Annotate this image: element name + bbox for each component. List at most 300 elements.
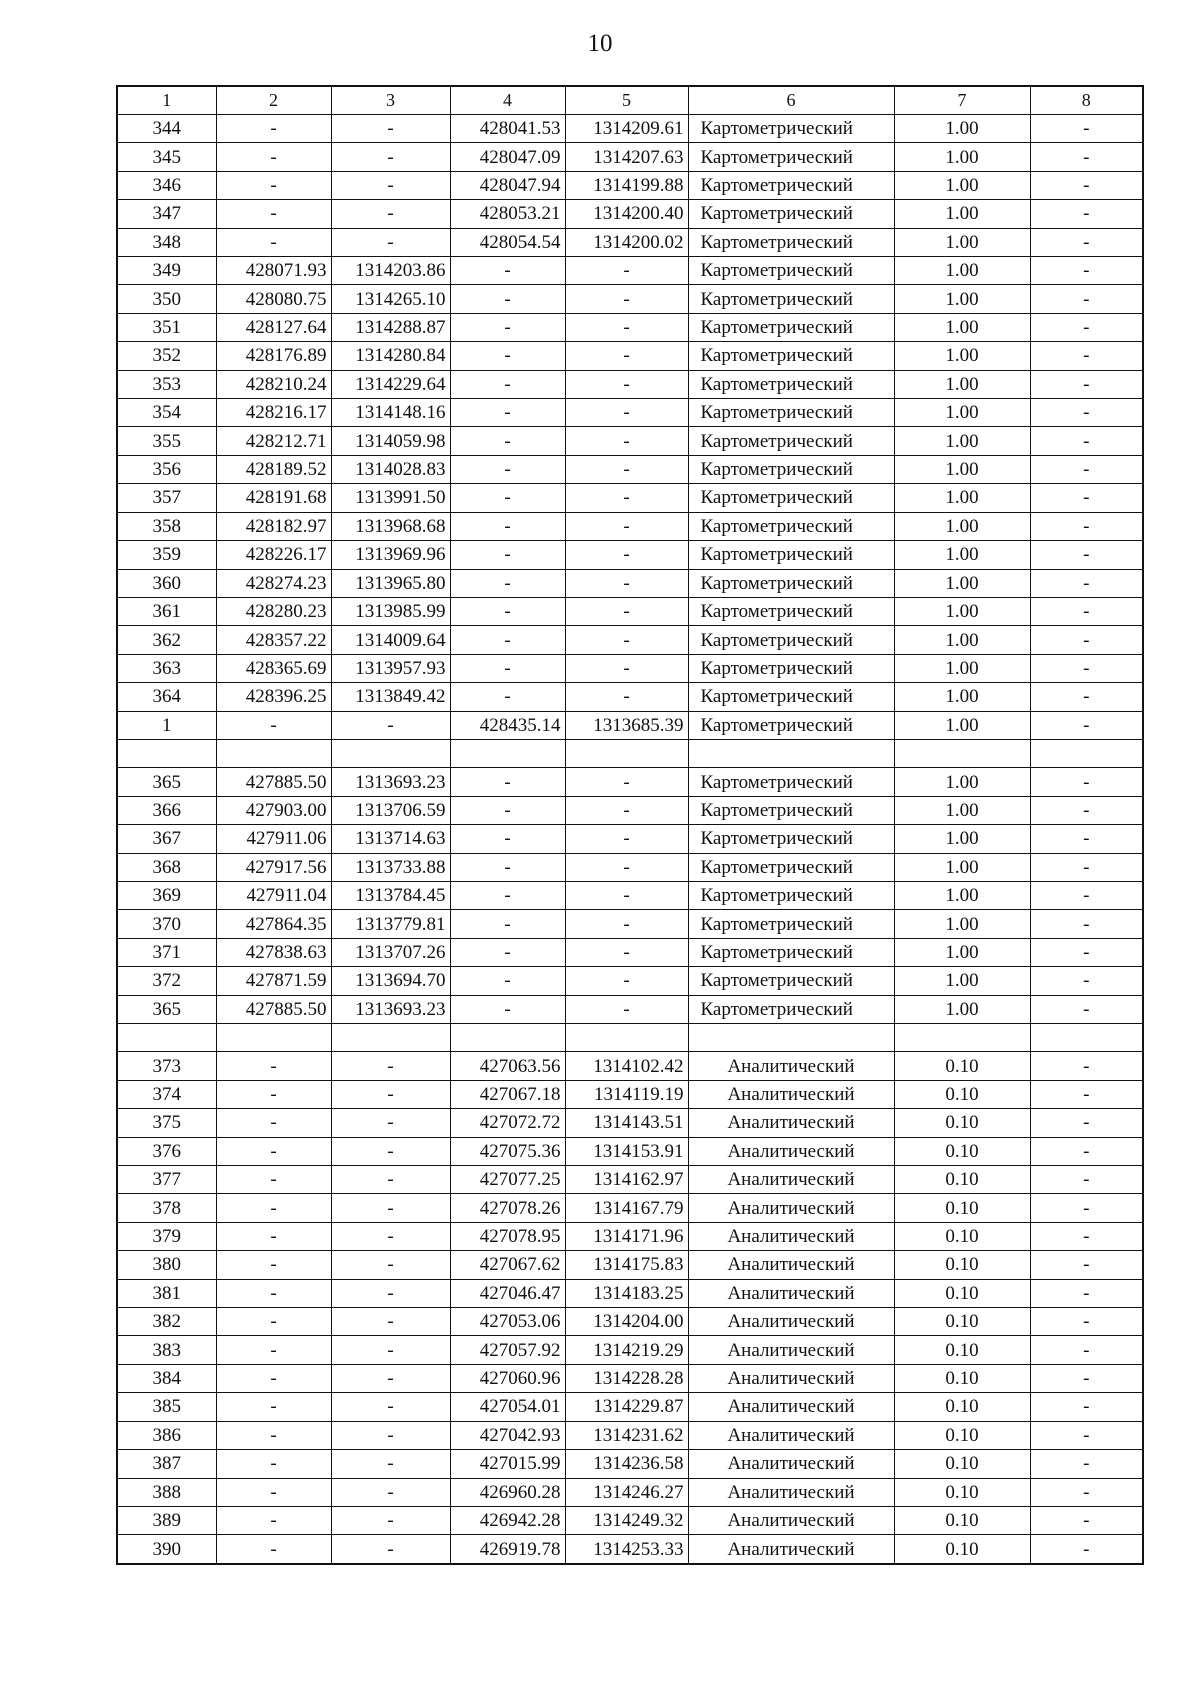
cell-col-5: 1314228.28: [565, 1364, 688, 1392]
cell-col-8: -: [1030, 1336, 1143, 1364]
cell-col-7: [894, 739, 1030, 767]
cell-col-1: 346: [117, 171, 216, 199]
column-header-2: 2: [216, 86, 331, 115]
cell-col-4: 427072.72: [450, 1109, 565, 1137]
cell-col-2: 428357.22: [216, 626, 331, 654]
cell-col-6: [688, 739, 894, 767]
cell-col-8: -: [1030, 938, 1143, 966]
cell-col-4: 428047.09: [450, 143, 565, 171]
cell-col-2: 428365.69: [216, 654, 331, 682]
cell-col-1: 389: [117, 1506, 216, 1534]
cell-col-4: 427054.01: [450, 1393, 565, 1421]
cell-col-3: 1313706.59: [331, 796, 450, 824]
cell-col-4: -: [450, 427, 565, 455]
cell-col-8: -: [1030, 881, 1143, 909]
cell-col-6: Картометрический: [688, 853, 894, 881]
cell-col-7: 1.00: [894, 853, 1030, 881]
table-row: [117, 427, 1143, 455]
cell-col-4: 427060.96: [450, 1364, 565, 1392]
cell-col-3: [331, 739, 450, 767]
cell-col-2: -: [216, 1364, 331, 1392]
cell-col-4: -: [450, 597, 565, 625]
cell-col-1: 365: [117, 768, 216, 796]
cell-col-6: Аналитический: [688, 1393, 894, 1421]
cell-col-5: -: [565, 853, 688, 881]
cell-col-2: 427917.56: [216, 853, 331, 881]
cell-col-8: -: [1030, 171, 1143, 199]
cell-col-6: Картометрический: [688, 541, 894, 569]
cell-col-2: 427871.59: [216, 967, 331, 995]
cell-col-7: 0.10: [894, 1535, 1030, 1564]
column-header-4: 4: [450, 86, 565, 115]
cell-col-2: -: [216, 711, 331, 739]
table-row: [117, 825, 1143, 853]
cell-col-4: -: [450, 881, 565, 909]
cell-col-4: 427057.92: [450, 1336, 565, 1364]
cell-col-2: 428212.71: [216, 427, 331, 455]
cell-col-4: 427078.95: [450, 1222, 565, 1250]
cell-col-8: -: [1030, 1364, 1143, 1392]
cell-col-2: -: [216, 200, 331, 228]
cell-col-1: 374: [117, 1080, 216, 1108]
cell-col-7: 1.00: [894, 313, 1030, 341]
cell-col-2: -: [216, 1166, 331, 1194]
cell-col-4: 427042.93: [450, 1421, 565, 1449]
cell-col-2: -: [216, 1506, 331, 1534]
cell-col-1: 388: [117, 1478, 216, 1506]
table-row: [117, 796, 1143, 824]
cell-col-8: -: [1030, 1279, 1143, 1307]
cell-col-4: 427067.62: [450, 1251, 565, 1279]
separator-row: [117, 1024, 1143, 1052]
cell-col-7: 0.10: [894, 1364, 1030, 1392]
cell-col-8: -: [1030, 1393, 1143, 1421]
table-row: [117, 1364, 1143, 1392]
cell-col-1: 368: [117, 853, 216, 881]
cell-col-4: -: [450, 938, 565, 966]
cell-col-8: -: [1030, 569, 1143, 597]
cell-col-2: -: [216, 1336, 331, 1364]
cell-col-3: -: [331, 200, 450, 228]
cell-col-3: 1313968.68: [331, 512, 450, 540]
cell-col-3: -: [331, 228, 450, 256]
cell-col-7: 0.10: [894, 1194, 1030, 1222]
cell-col-1: [117, 1024, 216, 1052]
cell-col-4: -: [450, 342, 565, 370]
cell-col-5: -: [565, 541, 688, 569]
cell-col-7: 1.00: [894, 825, 1030, 853]
cell-col-2: 428189.52: [216, 455, 331, 483]
cell-col-4: -: [450, 654, 565, 682]
table-row: [117, 1421, 1143, 1449]
cell-col-8: -: [1030, 1308, 1143, 1336]
cell-col-3: 1314009.64: [331, 626, 450, 654]
cell-col-8: -: [1030, 541, 1143, 569]
cell-col-3: -: [331, 1137, 450, 1165]
cell-col-5: 1314207.63: [565, 143, 688, 171]
cell-col-5: -: [565, 512, 688, 540]
cell-col-6: Аналитический: [688, 1251, 894, 1279]
table-row: [117, 370, 1143, 398]
cell-col-7: 1.00: [894, 257, 1030, 285]
cell-col-2: 428274.23: [216, 569, 331, 597]
cell-col-5: -: [565, 342, 688, 370]
cell-col-2: 428396.25: [216, 683, 331, 711]
cell-col-1: 362: [117, 626, 216, 654]
cell-col-1: 357: [117, 484, 216, 512]
cell-col-1: 358: [117, 512, 216, 540]
cell-col-5: -: [565, 910, 688, 938]
cell-col-1: 360: [117, 569, 216, 597]
table-row: [117, 484, 1143, 512]
cell-col-4: 426919.78: [450, 1535, 565, 1564]
cell-col-3: -: [331, 1166, 450, 1194]
cell-col-8: -: [1030, 597, 1143, 625]
table-row: [117, 654, 1143, 682]
cell-col-2: -: [216, 143, 331, 171]
cell-col-3: -: [331, 1109, 450, 1137]
cell-col-1: 345: [117, 143, 216, 171]
table-row: [117, 455, 1143, 483]
table-row: [117, 313, 1143, 341]
cell-col-5: 1314231.62: [565, 1421, 688, 1449]
cell-col-4: [450, 739, 565, 767]
cell-col-8: -: [1030, 853, 1143, 881]
cell-col-3: 1313693.23: [331, 768, 450, 796]
cell-col-3: 1314059.98: [331, 427, 450, 455]
cell-col-1: 371: [117, 938, 216, 966]
cell-col-2: 427903.00: [216, 796, 331, 824]
cell-col-8: -: [1030, 967, 1143, 995]
cell-col-8: -: [1030, 143, 1143, 171]
cell-col-3: -: [331, 1364, 450, 1392]
cell-col-3: 1313784.45: [331, 881, 450, 909]
cell-col-1: 352: [117, 342, 216, 370]
table-row: [117, 1251, 1143, 1279]
cell-col-7: 1.00: [894, 455, 1030, 483]
cell-col-4: -: [450, 512, 565, 540]
cell-col-7: 1.00: [894, 796, 1030, 824]
cell-col-4: -: [450, 853, 565, 881]
cell-col-7: 1.00: [894, 143, 1030, 171]
cell-col-4: -: [450, 370, 565, 398]
table-row: [117, 257, 1143, 285]
cell-col-5: -: [565, 938, 688, 966]
cell-col-4: -: [450, 768, 565, 796]
cell-col-7: 1.00: [894, 768, 1030, 796]
cell-col-3: -: [331, 1251, 450, 1279]
table-row: [117, 342, 1143, 370]
cell-col-7: 0.10: [894, 1478, 1030, 1506]
cell-col-4: -: [450, 995, 565, 1023]
cell-col-2: 428226.17: [216, 541, 331, 569]
cell-col-4: -: [450, 399, 565, 427]
cell-col-2: 428176.89: [216, 342, 331, 370]
cell-col-6: Аналитический: [688, 1109, 894, 1137]
cell-col-3: 1313694.70: [331, 967, 450, 995]
cell-col-8: -: [1030, 455, 1143, 483]
cell-col-6: Аналитический: [688, 1137, 894, 1165]
cell-col-2: -: [216, 1222, 331, 1250]
cell-col-8: -: [1030, 1506, 1143, 1534]
cell-col-8: -: [1030, 313, 1143, 341]
cell-col-5: -: [565, 370, 688, 398]
table-row: [117, 1450, 1143, 1478]
cell-col-7: 1.00: [894, 427, 1030, 455]
table-row: [117, 171, 1143, 199]
table-row: [117, 569, 1143, 597]
cell-col-7: 0.10: [894, 1137, 1030, 1165]
cell-col-8: -: [1030, 1052, 1143, 1080]
table-row: [117, 1194, 1143, 1222]
cell-col-3: -: [331, 1052, 450, 1080]
cell-col-2: 427885.50: [216, 995, 331, 1023]
cell-col-5: 1314102.42: [565, 1052, 688, 1080]
cell-col-1: 376: [117, 1137, 216, 1165]
cell-col-7: 1.00: [894, 200, 1030, 228]
cell-col-3: -: [331, 1535, 450, 1564]
cell-col-6: Аналитический: [688, 1080, 894, 1108]
table-row: [117, 1393, 1143, 1421]
cell-col-2: -: [216, 1137, 331, 1165]
cell-col-8: -: [1030, 1222, 1143, 1250]
cell-col-3: -: [331, 1478, 450, 1506]
table-row: [117, 1137, 1143, 1165]
cell-col-5: 1314200.40: [565, 200, 688, 228]
cell-col-1: 367: [117, 825, 216, 853]
cell-col-3: -: [331, 143, 450, 171]
cell-col-2: [216, 1024, 331, 1052]
cell-col-5: -: [565, 881, 688, 909]
cell-col-1: 387: [117, 1450, 216, 1478]
cell-col-1: 386: [117, 1421, 216, 1449]
cell-col-3: [331, 1024, 450, 1052]
cell-col-3: -: [331, 1506, 450, 1534]
cell-col-3: 1313991.50: [331, 484, 450, 512]
cell-col-6: Картометрический: [688, 143, 894, 171]
cell-col-1: 365: [117, 995, 216, 1023]
cell-col-7: 0.10: [894, 1336, 1030, 1364]
table-row: [117, 768, 1143, 796]
cell-col-1: 375: [117, 1109, 216, 1137]
separator-row: [117, 739, 1143, 767]
cell-col-3: 1314028.83: [331, 455, 450, 483]
cell-col-3: -: [331, 1308, 450, 1336]
table-row: [117, 285, 1143, 313]
cell-col-7: 1.00: [894, 171, 1030, 199]
cell-col-5: -: [565, 285, 688, 313]
cell-col-3: 1313707.26: [331, 938, 450, 966]
cell-col-6: Картометрический: [688, 285, 894, 313]
cell-col-3: -: [331, 711, 450, 739]
table-body: [117, 115, 1143, 1564]
cell-col-8: -: [1030, 626, 1143, 654]
cell-col-4: -: [450, 683, 565, 711]
cell-col-4: -: [450, 796, 565, 824]
cell-col-2: 428191.68: [216, 484, 331, 512]
cell-col-6: Картометрический: [688, 569, 894, 597]
cell-col-4: 427046.47: [450, 1279, 565, 1307]
cell-col-8: -: [1030, 910, 1143, 938]
cell-col-3: 1313714.63: [331, 825, 450, 853]
cell-col-6: Картометрический: [688, 825, 894, 853]
cell-col-7: 0.10: [894, 1109, 1030, 1137]
cell-col-5: 1314162.97: [565, 1166, 688, 1194]
cell-col-1: 378: [117, 1194, 216, 1222]
cell-col-4: 426960.28: [450, 1478, 565, 1506]
cell-col-3: 1313849.42: [331, 683, 450, 711]
cell-col-7: 1.00: [894, 228, 1030, 256]
cell-col-5: 1314119.19: [565, 1080, 688, 1108]
cell-col-6: Картометрический: [688, 455, 894, 483]
cell-col-4: -: [450, 825, 565, 853]
table-row: [117, 1308, 1143, 1336]
cell-col-1: 369: [117, 881, 216, 909]
cell-col-1: 364: [117, 683, 216, 711]
cell-col-3: 1313969.96: [331, 541, 450, 569]
cell-col-8: -: [1030, 484, 1143, 512]
cell-col-8: -: [1030, 285, 1143, 313]
cell-col-8: -: [1030, 1535, 1143, 1564]
cell-col-1: 355: [117, 427, 216, 455]
cell-col-6: Аналитический: [688, 1308, 894, 1336]
cell-col-2: 427864.35: [216, 910, 331, 938]
table-row: [117, 115, 1143, 143]
cell-col-3: 1313985.99: [331, 597, 450, 625]
cell-col-8: -: [1030, 654, 1143, 682]
cell-col-8: -: [1030, 1137, 1143, 1165]
cell-col-6: Картометрический: [688, 597, 894, 625]
cell-col-2: -: [216, 1279, 331, 1307]
cell-col-6: Аналитический: [688, 1336, 894, 1364]
cell-col-6: Картометрический: [688, 711, 894, 739]
cell-col-3: -: [331, 1080, 450, 1108]
column-header-8: 8: [1030, 86, 1143, 115]
table-row: [117, 1052, 1143, 1080]
cell-col-7: 0.10: [894, 1251, 1030, 1279]
cell-col-5: 1314249.32: [565, 1506, 688, 1534]
cell-col-4: 427067.18: [450, 1080, 565, 1108]
cell-col-6: Картометрический: [688, 995, 894, 1023]
table-row: [117, 967, 1143, 995]
column-header-3: 3: [331, 86, 450, 115]
header-row: [117, 86, 1143, 115]
cell-col-4: 427063.56: [450, 1052, 565, 1080]
table-row: [117, 1166, 1143, 1194]
cell-col-8: -: [1030, 1194, 1143, 1222]
cell-col-1: 379: [117, 1222, 216, 1250]
cell-col-8: -: [1030, 1251, 1143, 1279]
cell-col-6: Картометрический: [688, 768, 894, 796]
cell-col-6: [688, 1024, 894, 1052]
cell-col-1: [117, 739, 216, 767]
cell-col-4: -: [450, 967, 565, 995]
cell-col-2: 428280.23: [216, 597, 331, 625]
cell-col-6: Картометрический: [688, 342, 894, 370]
cell-col-5: 1314204.00: [565, 1308, 688, 1336]
cell-col-5: -: [565, 683, 688, 711]
cell-col-8: -: [1030, 711, 1143, 739]
cell-col-1: 377: [117, 1166, 216, 1194]
cell-col-4: -: [450, 541, 565, 569]
cell-col-3: -: [331, 1279, 450, 1307]
cell-col-2: -: [216, 1478, 331, 1506]
cell-col-6: Картометрический: [688, 228, 894, 256]
cell-col-2: -: [216, 1450, 331, 1478]
cell-col-4: 427075.36: [450, 1137, 565, 1165]
cell-col-1: 366: [117, 796, 216, 824]
cell-col-1: 344: [117, 115, 216, 143]
cell-col-1: 382: [117, 1308, 216, 1336]
cell-col-2: -: [216, 1251, 331, 1279]
cell-col-7: 1.00: [894, 541, 1030, 569]
cell-col-3: -: [331, 1194, 450, 1222]
cell-col-5: [565, 1024, 688, 1052]
cell-col-8: -: [1030, 1080, 1143, 1108]
cell-col-5: -: [565, 455, 688, 483]
cell-col-3: -: [331, 1336, 450, 1364]
table-row: [117, 597, 1143, 625]
cell-col-4: 428435.14: [450, 711, 565, 739]
cell-col-6: Картометрический: [688, 683, 894, 711]
cell-col-6: Аналитический: [688, 1421, 894, 1449]
cell-col-3: 1314203.86: [331, 257, 450, 285]
cell-col-1: 348: [117, 228, 216, 256]
cell-col-4: -: [450, 285, 565, 313]
cell-col-2: -: [216, 1308, 331, 1336]
cell-col-1: 353: [117, 370, 216, 398]
cell-col-8: -: [1030, 342, 1143, 370]
cell-col-5: 1313685.39: [565, 711, 688, 739]
cell-col-6: Аналитический: [688, 1194, 894, 1222]
cell-col-4: 428041.53: [450, 115, 565, 143]
cell-col-5: 1314209.61: [565, 115, 688, 143]
cell-col-5: -: [565, 768, 688, 796]
cell-col-6: Аналитический: [688, 1478, 894, 1506]
cell-col-7: 1.00: [894, 654, 1030, 682]
table-row: [117, 1080, 1143, 1108]
cell-col-8: -: [1030, 1478, 1143, 1506]
cell-col-5: -: [565, 995, 688, 1023]
cell-col-4: -: [450, 569, 565, 597]
cell-col-6: Картометрический: [688, 484, 894, 512]
cell-col-5: 1314236.58: [565, 1450, 688, 1478]
cell-col-6: Аналитический: [688, 1166, 894, 1194]
cell-col-8: -: [1030, 512, 1143, 540]
cell-col-5: 1314199.88: [565, 171, 688, 199]
cell-col-6: Картометрический: [688, 626, 894, 654]
cell-col-8: -: [1030, 825, 1143, 853]
cell-col-1: 373: [117, 1052, 216, 1080]
cell-col-7: 0.10: [894, 1052, 1030, 1080]
cell-col-3: -: [331, 1421, 450, 1449]
cell-col-7: 1.00: [894, 995, 1030, 1023]
cell-col-8: [1030, 1024, 1143, 1052]
cell-col-1: 350: [117, 285, 216, 313]
cell-col-8: -: [1030, 228, 1143, 256]
cell-col-7: 1.00: [894, 512, 1030, 540]
cell-col-2: -: [216, 1535, 331, 1564]
cell-col-5: 1314167.79: [565, 1194, 688, 1222]
cell-col-1: 370: [117, 910, 216, 938]
cell-col-4: -: [450, 455, 565, 483]
column-header-1: 1: [117, 86, 216, 115]
cell-col-5: -: [565, 427, 688, 455]
cell-col-3: -: [331, 171, 450, 199]
cell-col-2: 428216.17: [216, 399, 331, 427]
cell-col-5: 1314200.02: [565, 228, 688, 256]
cell-col-8: -: [1030, 257, 1143, 285]
